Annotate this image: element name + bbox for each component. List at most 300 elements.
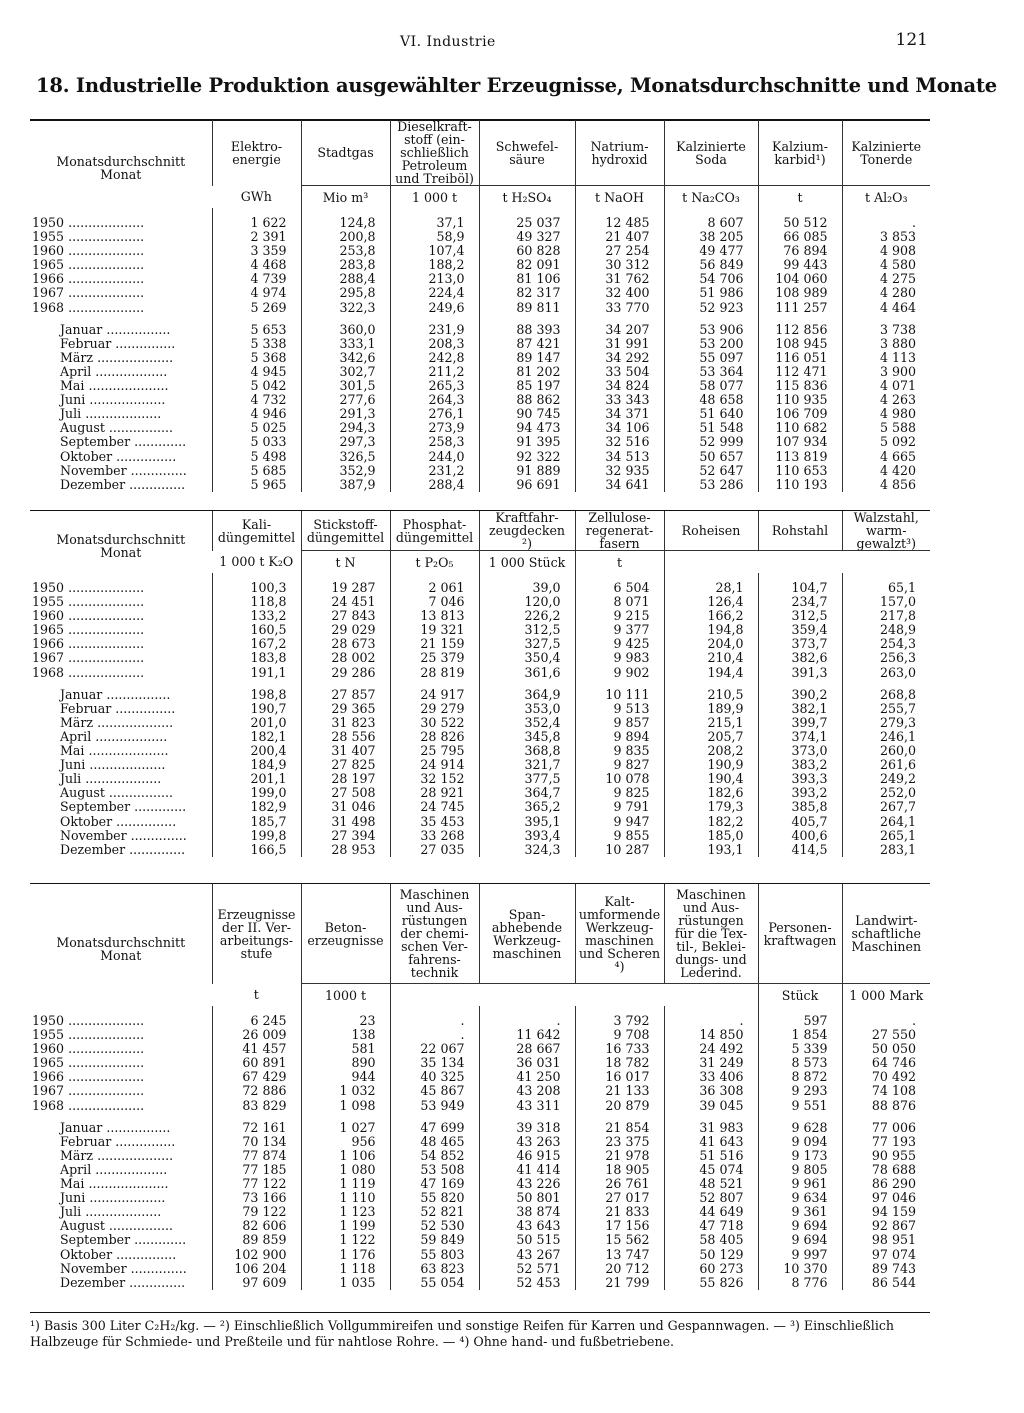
value-cell: 89 743 [842,1262,930,1276]
spacer-cell [30,573,212,581]
value-cell: 9 997 [758,1248,842,1262]
value-cell: 190,7 [212,702,301,716]
value-cell: 19 321 [390,623,479,637]
value-cell: 108 989 [758,286,842,300]
value-cell: 106 709 [758,407,842,421]
value-cell: 21 854 [575,1121,664,1135]
value-cell: 210,5 [664,688,758,702]
value-cell: 110 935 [758,393,842,407]
value-cell: 107 934 [758,435,842,449]
value-cell: 47 699 [390,1121,479,1135]
table-row [30,1233,930,1247]
table-row [30,800,930,814]
value-cell: 265,3 [390,379,479,393]
value-cell: 66 085 [758,230,842,244]
value-cell: 345,8 [479,730,575,744]
row-label: Juni ................... [60,1191,166,1206]
value-cell: 374,1 [758,730,842,744]
value-cell: 9 825 [575,786,664,800]
value-cell: 92 322 [479,450,575,464]
unit-cell: 1 000 t K₂O [219,554,294,570]
table-row [30,758,930,772]
spacer-cell [212,573,301,581]
value-cell: 32 935 [575,464,664,478]
table-row [30,216,930,230]
row-label: 1968 ................... [32,665,145,680]
row-label: November .............. [60,828,187,843]
value-cell: 106 204 [212,1262,301,1276]
row-label: November .............. [60,463,187,478]
value-cell: 59 849 [390,1233,479,1247]
table-row [30,666,930,680]
value-cell: 41 643 [664,1135,758,1149]
unit-cell: t N [301,551,390,574]
value-cell: 263,0 [842,666,930,680]
value-cell: 58 077 [664,379,758,393]
dot-leader: ................... [85,758,166,773]
value-cell: 104 060 [758,272,842,286]
dot-leader: ................... [64,258,145,273]
value-cell: 51 548 [664,421,758,435]
value-cell: 24 914 [390,758,479,772]
value-cell: 15 562 [575,1233,664,1247]
table-row [30,772,930,786]
value-cell: 46 915 [479,1149,575,1163]
value-cell: 5 368 [212,351,301,365]
table-row [30,716,930,730]
value-cell: 25 037 [479,216,575,230]
value-cell: 31 823 [301,716,390,730]
row-label: 1950 ................... [32,1014,145,1028]
value-cell: 91 889 [479,464,575,478]
value-cell: 33 406 [664,1070,758,1084]
value-cell: 364,7 [479,786,575,800]
value-cell: 89 147 [479,351,575,365]
value-cell: 9 634 [758,1191,842,1205]
value-cell: 9 983 [575,651,664,665]
value-cell: 208,3 [390,337,479,351]
value-cell: 373,7 [758,637,842,651]
value-cell: 102 900 [212,1248,301,1262]
value-cell: 581 [301,1042,390,1056]
column-header: Phosphat-düngemittel [390,511,479,551]
table-row [30,407,930,421]
spacer-cell [664,315,758,323]
value-cell: 38 874 [479,1205,575,1219]
value-cell: 387,9 [301,478,390,492]
value-cell: 50 801 [479,1191,575,1205]
spacer-cell [664,208,758,216]
spacer-cell [30,1113,212,1121]
table-row [30,286,930,300]
dot-leader: ................ [102,1120,171,1135]
value-cell: 193,1 [664,843,758,857]
value-cell: 13 747 [575,1248,664,1262]
value-cell: 5 339 [758,1042,842,1056]
row-label: 1968 ................... [32,1098,145,1113]
value-cell: 9 694 [758,1219,842,1233]
table-row [30,1135,930,1149]
value-cell: 9 902 [575,666,664,680]
column-header: Walzstahl, warm-gewalzt³) [842,511,930,551]
dot-leader: ............. [130,435,187,450]
value-cell: 1 199 [301,1219,390,1233]
value-cell: 1 032 [301,1084,390,1098]
value-cell: 20 712 [575,1262,664,1276]
value-cell: 23 375 [575,1135,664,1149]
value-cell: 82 317 [479,286,575,300]
row-label: Juli ................... [60,772,162,787]
value-cell: 3 359 [212,244,301,258]
value-cell: 198,8 [212,688,301,702]
value-cell: 52 530 [390,1219,479,1233]
unit-cell: t Na₂CO₃ [664,186,758,209]
value-cell: 138 [301,1028,390,1042]
spacer-row [30,208,930,216]
value-cell: 352,9 [301,464,390,478]
row-label: Oktober ............... [60,1247,177,1262]
row-label: 1966 ................... [32,272,145,287]
value-cell: 51 516 [664,1149,758,1163]
spacer-cell [301,573,390,581]
value-cell: 244,0 [390,450,479,464]
table-title: 18. Industrielle Produktion ausgewählter Erzeugnisse, Monatsdurchschnitte und Monate [36,74,997,97]
value-cell: 37,1 [390,216,479,230]
value-cell: 9 894 [575,730,664,744]
value-cell: 113 819 [758,450,842,464]
value-cell: 32 400 [575,286,664,300]
dot-leader: ................... [64,230,145,245]
value-cell: 94 473 [479,421,575,435]
value-cell: 77 122 [212,1177,301,1191]
row-label: 1968 ................... [32,300,145,315]
value-cell: 44 649 [664,1205,758,1219]
row-label: Oktober ............... [60,449,177,464]
value-cell: 231,9 [390,323,479,337]
value-cell: 312,5 [479,623,575,637]
value-cell: 1 035 [301,1276,390,1290]
value-cell: 215,1 [664,716,758,730]
dot-leader: ................ [104,786,173,801]
value-cell: 157,0 [842,595,930,609]
table-block-3 [30,884,930,1290]
value-cell: 35 453 [390,815,479,829]
value-cell: 3 900 [842,365,930,379]
value-cell: 944 [301,1070,390,1084]
value-cell: 86 544 [842,1276,930,1290]
value-cell: 99 443 [758,258,842,272]
value-cell: 201,1 [212,772,301,786]
value-cell: 1 854 [758,1028,842,1042]
spacer-cell [390,1006,479,1014]
value-cell: 8 776 [758,1276,842,1290]
value-cell: 21 978 [575,1149,664,1163]
unit-cell: t Al₂O₃ [842,186,930,209]
value-cell: 205,7 [664,730,758,744]
row-label: Februar ............... [60,701,176,716]
value-cell: 97 609 [212,1276,301,1290]
value-cell: 4 739 [212,272,301,286]
value-cell: . [390,1028,479,1042]
row-label: 1965 ................... [32,258,145,273]
value-cell: 52 453 [479,1276,575,1290]
row-label: Dezember .............. [60,842,186,857]
value-cell: 3 880 [842,337,930,351]
dot-leader: .............. [125,842,186,857]
value-cell: 5 965 [212,478,301,492]
value-cell: 41 250 [479,1070,575,1084]
value-cell: 385,8 [758,800,842,814]
table-row [30,393,930,407]
row-label: November .............. [60,1261,187,1276]
table-row [30,1163,930,1177]
value-cell: 368,8 [479,744,575,758]
value-cell: 1 027 [301,1121,390,1135]
dot-leader: ................... [64,1028,145,1043]
value-cell: 78 688 [842,1163,930,1177]
value-cell: 393,4 [479,829,575,843]
row-label: 1955 ................... [32,595,145,610]
dot-leader: ................... [64,637,145,652]
value-cell: 88 393 [479,323,575,337]
value-cell: 90 955 [842,1149,930,1163]
value-cell: 27 825 [301,758,390,772]
value-cell: 33 504 [575,365,664,379]
spacer-row [30,315,930,323]
value-cell: 3 853 [842,230,930,244]
value-cell: 234,7 [758,595,842,609]
column-header: Roheisen [664,511,758,551]
table-row [30,637,930,651]
value-cell: 213,0 [390,272,479,286]
value-cell: 81 106 [479,272,575,286]
table-row [30,258,930,272]
value-cell: 190,9 [664,758,758,772]
spacer-cell [390,680,479,688]
value-cell: 34 106 [575,421,664,435]
value-cell: 249,2 [842,772,930,786]
value-cell: 288,4 [390,478,479,492]
value-cell: 34 207 [575,323,664,337]
value-cell: 352,4 [479,716,575,730]
value-cell: 48 465 [390,1135,479,1149]
value-cell: 4 464 [842,301,930,315]
value-cell: 90 745 [479,407,575,421]
value-cell: 53 286 [664,478,758,492]
spacer-cell [575,573,664,581]
spacer-cell [575,315,664,323]
value-cell: 166,2 [664,609,758,623]
value-cell: 183,8 [212,651,301,665]
column-header: Kalt-umformende Werkzeug-maschinen und Scheren ⁴) [575,884,664,984]
column-header: Personen-kraftwagen [758,884,842,984]
value-cell: 302,7 [301,365,390,379]
row-label-header-line: Monat [100,948,142,963]
value-cell: 9 857 [575,716,664,730]
value-cell: 52 647 [664,464,758,478]
table-row [30,435,930,449]
value-cell: 43 226 [479,1177,575,1191]
value-cell: 261,6 [842,758,930,772]
spacer-cell [664,680,758,688]
value-cell: 115 836 [758,379,842,393]
value-cell: 98 951 [842,1233,930,1247]
value-cell: 21 133 [575,1084,664,1098]
value-cell: 81 202 [479,365,575,379]
value-cell: 28 667 [479,1042,575,1056]
value-cell: 333,1 [301,337,390,351]
value-cell: 34 292 [575,351,664,365]
value-cell: 179,3 [664,800,758,814]
column-header: Natrium-hydroxid [575,120,664,186]
value-cell: 324,3 [479,843,575,857]
value-cell: 377,5 [479,772,575,786]
value-cell: 8 607 [664,216,758,230]
column-header: Maschinen und Aus-rüstungen für die Tex-til-, Beklei-dungs- und Lederind. [664,884,758,984]
value-cell: 33 343 [575,393,664,407]
column-header-row [30,120,930,186]
table-row [30,1205,930,1219]
value-cell: 322,3 [301,301,390,315]
value-cell: 9 551 [758,1099,842,1113]
dot-leader: ................... [64,300,145,315]
spacer-cell [301,208,390,216]
value-cell: 77 193 [842,1135,930,1149]
column-header: Stickstoff-düngemittel [301,511,390,551]
value-cell: 194,8 [664,623,758,637]
value-cell: 5 092 [842,435,930,449]
value-cell: 4 732 [212,393,301,407]
table-row [30,1070,930,1084]
spacer-cell [575,208,664,216]
value-cell: 9 377 [575,623,664,637]
value-cell: 326,5 [301,450,390,464]
row-label-header-line: Monat [100,167,142,182]
unit-cell: t H₂SO₄ [479,186,575,209]
value-cell: 276,1 [390,407,479,421]
value-cell: 4 280 [842,286,930,300]
value-cell: 34 371 [575,407,664,421]
column-header: Zellulose-regenerat-fasern [575,511,664,551]
dot-leader: .............. [125,1275,186,1290]
value-cell: 43 208 [479,1084,575,1098]
dot-leader: ................... [64,595,145,610]
value-cell: 55 054 [390,1276,479,1290]
value-cell: 21 159 [390,637,479,651]
table-row [30,1014,930,1028]
value-cell: 321,7 [479,758,575,772]
row-label: Januar ................ [60,322,171,337]
column-header: Maschinen und Aus-rüstungen der chemi-schen Ver-fahrens-technik [390,884,479,984]
value-cell: 50 129 [664,1248,758,1262]
unit-cell: Mio m³ [301,186,390,209]
value-cell: 9 425 [575,637,664,651]
row-label-header-line: Monat [100,545,142,560]
row-label: 1966 ................... [32,1070,145,1085]
value-cell: 5 033 [212,435,301,449]
value-cell: 49 477 [664,244,758,258]
value-cell: . [842,1014,930,1028]
value-cell: 45 074 [664,1163,758,1177]
value-cell: 58,9 [390,230,479,244]
table-row [30,1042,930,1056]
table-row [30,421,930,435]
value-cell: 52 807 [664,1191,758,1205]
row-label: April .................. [60,364,168,379]
value-cell: 77 874 [212,1149,301,1163]
value-cell: 185,7 [212,815,301,829]
value-cell: 4 580 [842,258,930,272]
value-cell: 110 682 [758,421,842,435]
value-cell: 167,2 [212,637,301,651]
dot-leader: ................... [81,772,162,787]
value-cell: 28 819 [390,666,479,680]
value-cell: 28,1 [664,581,758,595]
value-cell: 9 361 [758,1205,842,1219]
value-cell: 28 002 [301,651,390,665]
value-cell: 97 046 [842,1191,930,1205]
value-cell: 14 850 [664,1028,758,1042]
value-cell: 70 134 [212,1135,301,1149]
table-row [30,230,930,244]
row-label: Januar ................ [60,687,171,702]
value-cell: 50 512 [758,216,842,230]
value-cell: 25 379 [390,651,479,665]
value-cell: 48 521 [664,1177,758,1191]
spacer-cell [479,315,575,323]
value-cell: 27 035 [390,843,479,857]
value-cell: 33 268 [390,829,479,843]
row-label: Juli ................... [60,1205,162,1220]
value-cell: 184,9 [212,758,301,772]
value-cell: 52 999 [664,435,758,449]
value-cell: 400,6 [758,829,842,843]
value-cell: 295,8 [301,286,390,300]
row-label: 1967 ................... [32,651,145,666]
value-cell: 383,2 [758,758,842,772]
value-cell: 100,3 [212,581,301,595]
dot-leader: ............... [112,814,177,829]
table-row [30,365,930,379]
value-cell: 414,5 [758,843,842,857]
value-cell: 87 421 [479,337,575,351]
dot-leader: ............... [112,1247,177,1262]
row-label: August ................ [60,421,173,436]
value-cell: 10 078 [575,772,664,786]
value-cell: 9 708 [575,1028,664,1042]
value-cell: 283,8 [301,258,390,272]
value-cell: 89 859 [212,1233,301,1247]
dot-leader: ................... [64,1084,145,1099]
row-label: Juli ................... [60,407,162,422]
value-cell: 390,2 [758,688,842,702]
value-cell: 23 [301,1014,390,1028]
spacer-cell [390,573,479,581]
column-header: Rohstahl [758,511,842,551]
value-cell: 199,0 [212,786,301,800]
dot-leader: ................... [85,393,166,408]
value-cell: 204,0 [664,637,758,651]
value-cell: 30 522 [390,716,479,730]
value-cell: 5 653 [212,323,301,337]
dot-leader: .................... [84,379,169,394]
value-cell: . [842,216,930,230]
value-cell: . [664,1014,758,1028]
value-cell: 190,4 [664,772,758,786]
value-cell: 268,8 [842,688,930,702]
value-cell: 55 820 [390,1191,479,1205]
value-cell: 43 263 [479,1135,575,1149]
